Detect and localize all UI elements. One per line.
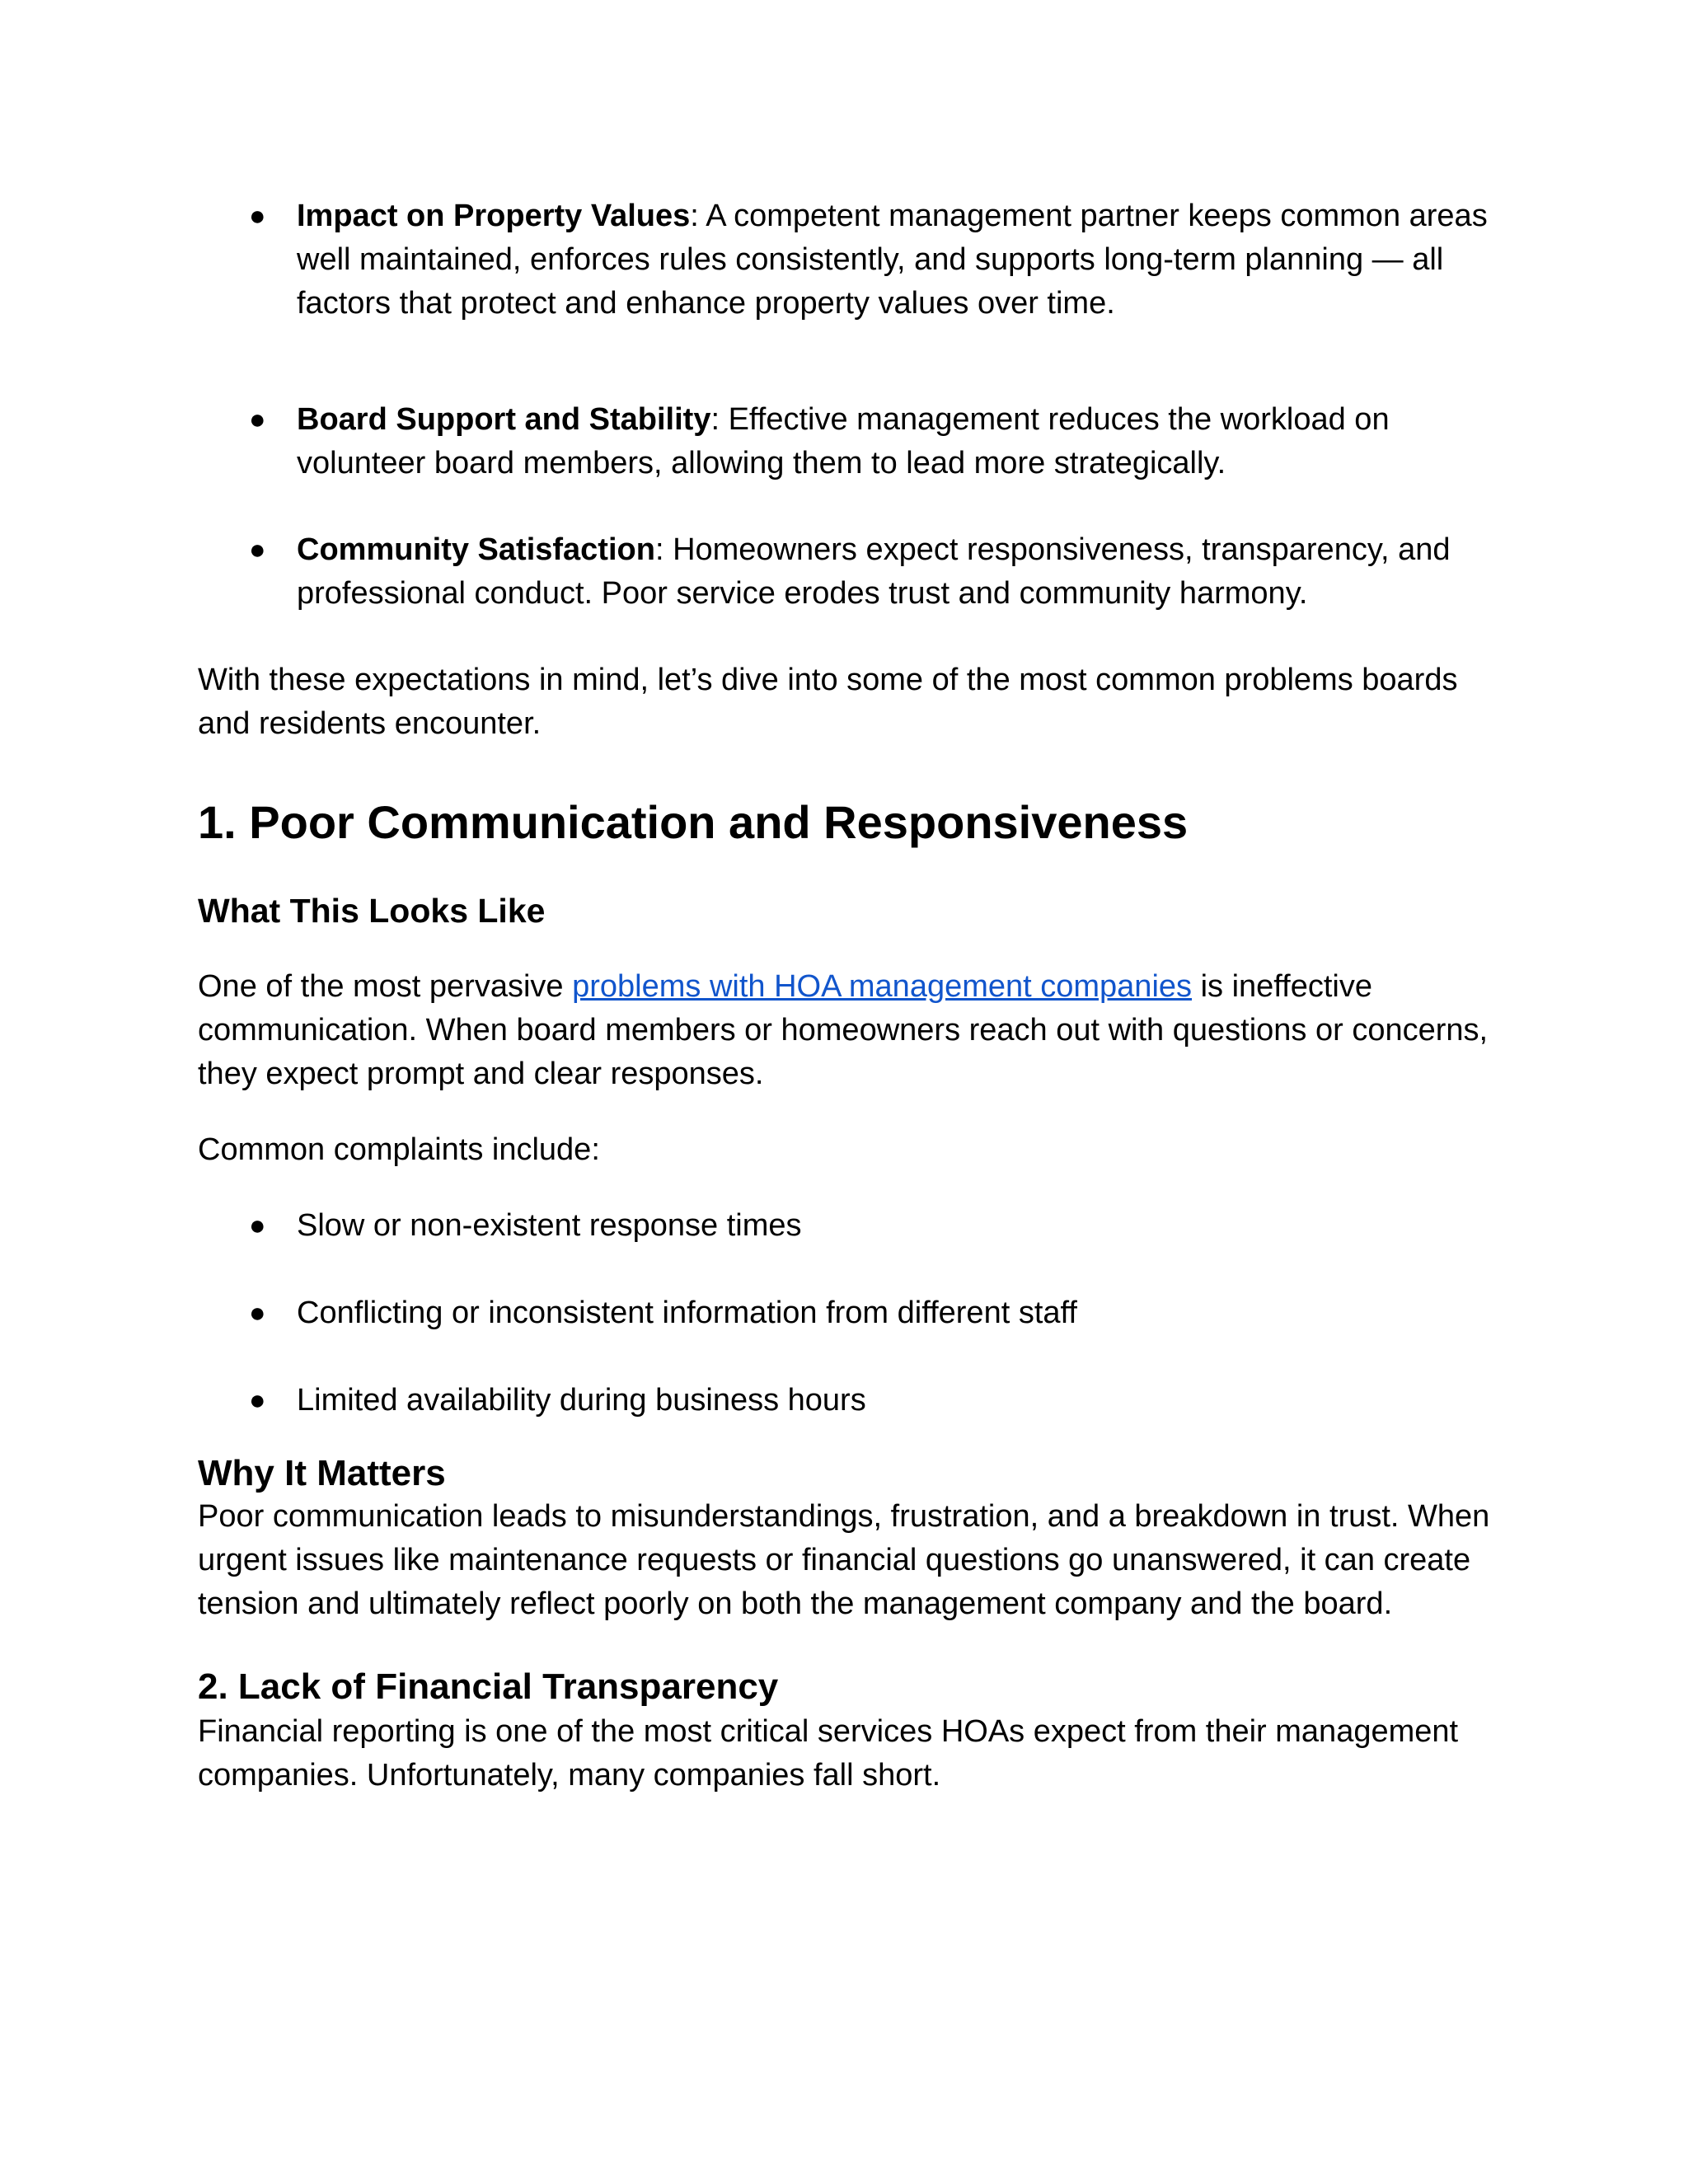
list-item-text: : Homeowners expect responsiveness, transparency, and professional conduct. Poor service erodes trust and community harmony.	[297, 532, 1451, 611]
list-item	[198, 1291, 1500, 1335]
bullet-icon: ●	[249, 200, 266, 232]
section-1-paragraph	[198, 965, 1500, 1096]
paragraph-text: One of the most pervasive	[198, 969, 573, 1004]
list-item-term: Community Satisfaction	[297, 532, 655, 567]
document-page	[198, 194, 1500, 1797]
section-1-heading: 1. Poor Communication and Responsiveness	[198, 796, 1189, 848]
benefits-list	[198, 194, 1500, 616]
why-it-matters-paragraph: Poor communication leads to misunderstandings, frustration, and a breakdown in trust. When urgent issues like maintenance requests or financial questions go unanswered, it can create tension and ultimately reflect poorly on both the management company and the board.	[198, 1499, 1490, 1621]
bullet-icon: ●	[249, 1297, 266, 1329]
list-item	[198, 1204, 1500, 1248]
complaints-list	[198, 1204, 1500, 1422]
section-1-subheading: What This Looks Like	[198, 892, 546, 930]
why-it-matters-heading: Why It Matters	[198, 1453, 446, 1493]
list-item-text: : A competent management partner keeps common areas well maintained, enforces rules consistently, and supports long-term planning — all factors that protect and enhance property values over time.	[297, 199, 1488, 321]
list-item	[198, 398, 1500, 485]
section-2-heading: 2. Lack of Financial Transparency	[198, 1666, 779, 1707]
list-item-text: Conflicting or inconsistent information from different staff	[297, 1296, 1077, 1330]
bullet-icon: ●	[249, 404, 266, 435]
list-item-text: Slow or non-existent response times	[297, 1208, 802, 1243]
list-item-term: Impact on Property Values	[297, 199, 691, 233]
intro-paragraph: With these expectations in mind, let’s dive into some of the most common problems boards and residents encounter.	[198, 663, 1458, 741]
hoa-problems-link[interactable]: problems with HOA management companies	[572, 969, 1193, 1004]
list-item	[198, 528, 1500, 616]
complaints-intro: Common complaints include:	[198, 1132, 600, 1167]
list-item	[198, 194, 1500, 326]
list-item-text: Limited availability during business hours	[297, 1383, 866, 1418]
list-item-term: Board Support and Stability	[297, 402, 711, 437]
bullet-icon: ●	[249, 1385, 266, 1416]
section-2-paragraph: Financial reporting is one of the most critical services HOAs expect from their management companies. Unfortunately, many companies fall short.	[198, 1714, 1459, 1793]
paragraph-text: is ineffective communication. When board members or homeowners reach out with questions or concerns, they expect prompt and clear responses.	[198, 969, 1489, 1091]
list-item	[198, 1379, 1500, 1422]
bullet-icon: ●	[249, 1210, 266, 1241]
bullet-icon: ●	[249, 534, 266, 565]
list-item-text: : Effective management reduces the workload on volunteer board members, allowing them to lead more strategically.	[297, 402, 1390, 480]
